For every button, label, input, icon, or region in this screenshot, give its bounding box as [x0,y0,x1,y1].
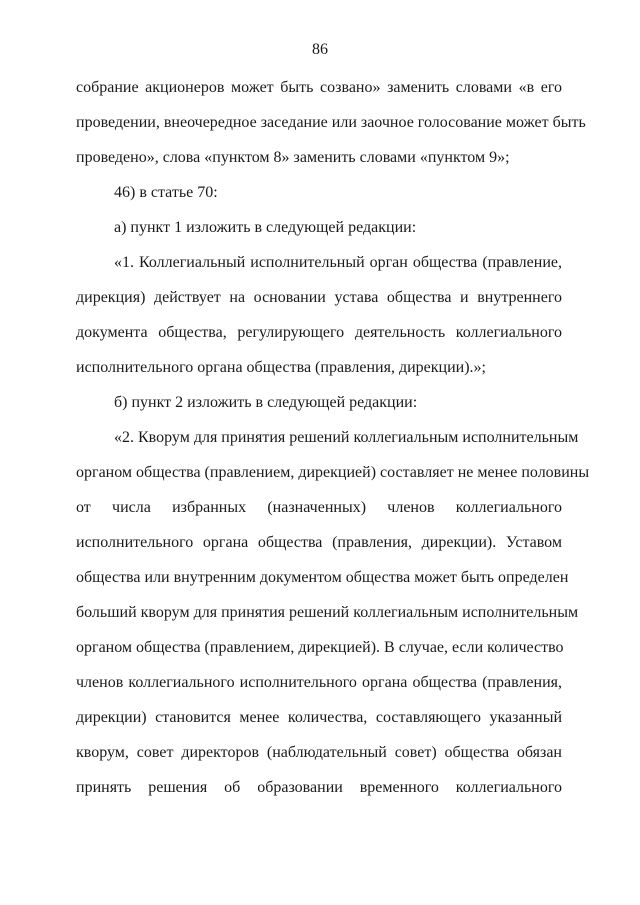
paragraph [76,175,562,210]
paragraph [76,210,562,245]
text-line: членов коллегиального исполнительного органа общества (правления, [76,674,562,691]
text-line: «1. Коллегиальный исполнительный орган общества (правление, [114,254,562,271]
text-line: а) пункт 1 изложить в следующей редакции: [114,219,417,236]
text-line: «2. Кворум для принятия решений коллегиальным исполнительным [114,429,579,446]
text-line: дирекция) действует на основании устава общества и внутреннего [76,289,562,306]
text-line: принять решения об образовании временного коллегиального [76,779,562,796]
text-line: проведении, внеочередное заседание или заочное голосование может быть [76,114,586,131]
document-body [76,70,590,805]
text-line: исполнительного органа общества (правления, дирекции). Уставом [76,534,562,551]
text-line: 46) в статье 70: [114,184,218,201]
paragraph [76,420,590,805]
paragraph [76,385,562,420]
text-line: кворум, совет директоров (наблюдательный совет) общества обязан [76,744,562,761]
text-line: б) пункт 2 изложить в следующей редакции: [114,394,418,411]
paragraph [76,70,586,175]
paragraph [76,245,562,385]
page-number: 86 [312,41,328,58]
text-line: органом общества (правлением, дирекцией) составляет не менее половины [76,464,590,481]
text-line: собрание акционеров может быть созвано» заменить словами «в его [76,79,562,96]
text-line: общества или внутренним документом общества может быть определен [76,569,569,586]
text-line: документа общества, регулирующего деятельность коллегиального [76,324,562,341]
text-line: больший кворум для принятия решений коллегиальным исполнительным [76,604,579,621]
text-line: проведено», слова «пунктом 8» заменить словами «пунктом 9»; [76,149,510,166]
text-line: дирекции) становится менее количества, составляющего указанный [76,709,562,726]
text-line: от числа избранных (назначенных) членов коллегиального [76,499,562,516]
text-line: исполнительного органа общества (правления, дирекции).»; [76,359,486,376]
text-line: органом общества (правлением, дирекцией). В случае, если количество [76,639,564,656]
